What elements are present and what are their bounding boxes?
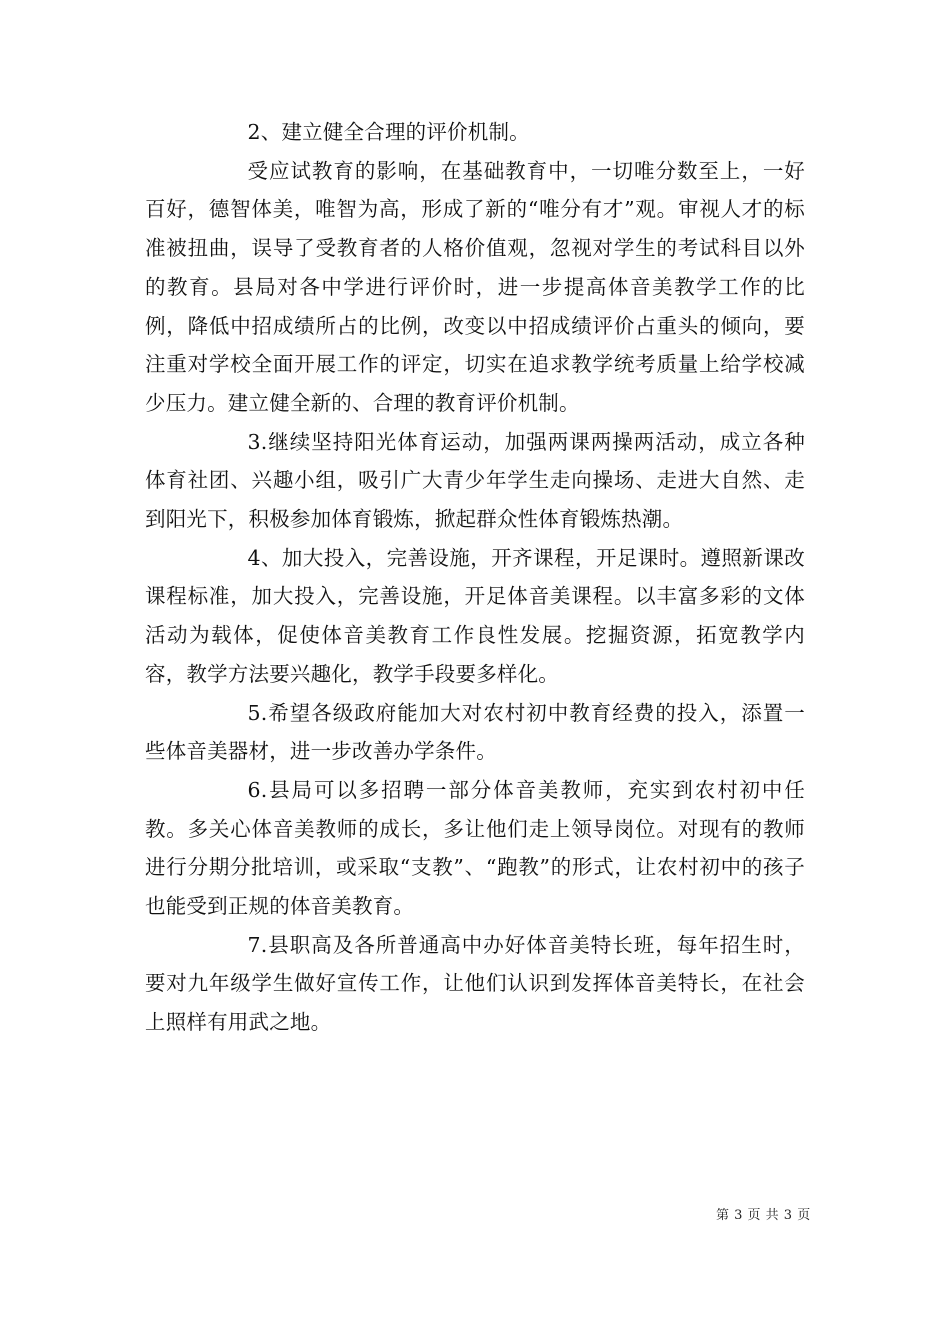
page-number: 第 3 页 共 3 页: [716, 1208, 811, 1223]
paragraph-specialty-class: 7.县职高及各所普通高中办好体音美特长班，每年招生时，要对九年级学生做好宣传工作，让他们认识到发挥体音美特长，在社会上照样有用武之地。: [145, 932, 805, 1035]
paragraph-teachers: 6.县局可以多招聘一部分体音美教师，充实到农村初中任教。多关心体音美教师的成长，多让他们走上领导岗位。对现有的教师进行分期分批培训，或采取“支教”、“跑教”的形式，让农村初中的孩子也能受到正规的体音美教育。: [145, 777, 805, 919]
paragraph-evaluation: 受应试教育的影响，在基础教育中，一切唯分数至上，一好百好，德智体美，唯智为高，形成了新的“唯分有才”观。审视人才的标准被扭曲，误导了受教育者的人格价值观，忽视对学生的考试科目以外的教育。县局对各中学进行评价时，进一步提高体音美教学工作的比例，降低中招成绩所占的比例，改变以中招成绩评价占重头的倾向，要注重对学校全面开展工作的评定，切实在追求教学统考质量上给学校减少压力。建立健全新的、合理的教育评价机制。: [145, 158, 805, 415]
paragraph-funding: 5.希望各级政府能加大对农村初中教育经费的投入，添置一些体音美器材，进一步改善办学条件。: [145, 700, 805, 764]
document-body: [145, 113, 805, 1042]
paragraph-sunshine-sports: 3.继续坚持阳光体育运动，加强两课两操两活动，成立各种体育社团、兴趣小组，吸引广大青少年学生走向操场、走进大自然、走到阳光下，积极参加体育锻炼，掀起群众性体育锻炼热潮。: [145, 429, 805, 532]
paragraph-investment: 4、加大投入，完善设施，开齐课程，开足课时。遵照新课改课程标准，加大投入，完善设施，开足体音美课程。以丰富多彩的文体活动为载体，促使体音美教育工作良性发展。挖掘资源，拓宽教学内容，教学方法要兴趣化，教学手段要多样化。: [145, 545, 805, 686]
section-heading: 2、建立健全合理的评价机制。: [247, 120, 530, 144]
